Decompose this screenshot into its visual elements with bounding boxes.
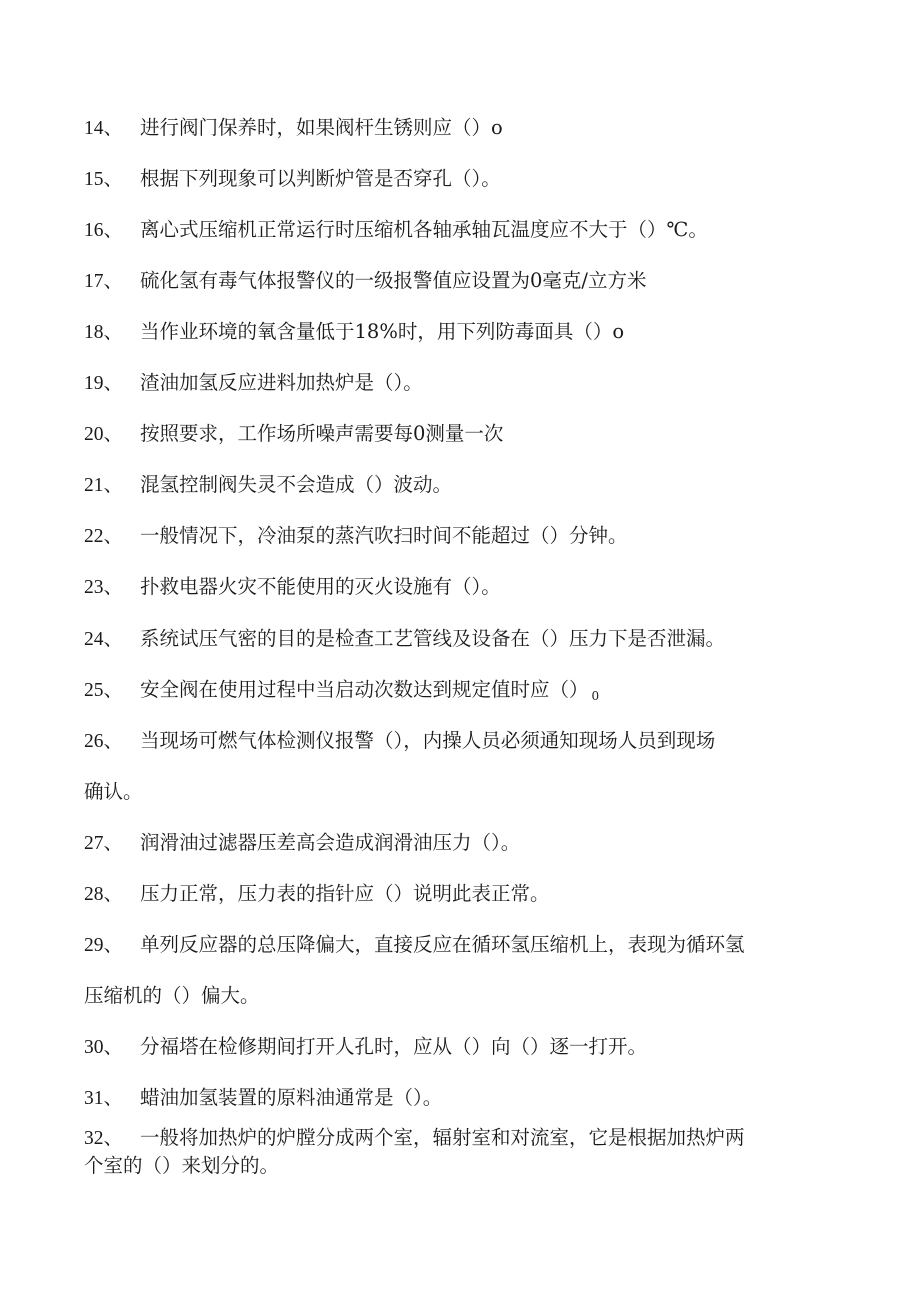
question-text: 当作业环境的氧含量低于18%时，用下列防毒面具（）o [140,320,625,343]
question-text: 一般情况下，冷油泵的蒸汽吹扫时间不能超过（）分钟。 [140,524,628,547]
question-28 [84,868,814,920]
question-31 [84,1072,814,1124]
question-19 [84,357,814,409]
question-26-continuation: 确认。 [84,780,143,803]
question-number: 17、 [84,271,124,292]
question-14 [84,102,814,154]
question-24 [84,613,814,665]
question-text: 扑救电器火灾不能使用的灭火设施有（）。 [140,575,501,598]
question-16 [84,204,814,256]
question-17 [84,255,814,307]
question-text: 蜡油加氢装置的原料油通常是（）。 [140,1086,443,1109]
question-text: 安全阀在使用过程中当启动次数达到规定值时应（） [140,678,589,701]
question-29 [84,919,814,971]
question-22 [84,510,814,562]
question-21 [84,459,814,511]
question-number: 31、 [84,1088,124,1109]
question-25 [84,664,814,722]
question-number: 16、 [84,220,124,241]
question-text: 系统试压气密的目的是检查工艺管线及设备在（）压力下是否泄漏。 [140,627,726,650]
question-text: 分福塔在检修期间打开人孔时，应从（）向（）逐一打开。 [140,1035,648,1058]
question-18 [84,306,814,358]
question-number: 18、 [84,322,124,343]
question-text: 根据下列现象可以判断炉管是否穿孔（）。 [140,167,501,190]
question-20 [84,408,814,460]
question-number: 19、 [84,373,124,394]
question-number: 20、 [84,424,124,445]
question-32-continuation: 个室的（）来划分的。 [84,1154,280,1177]
question-text: 按照要求，工作场所噪声需要每0测量一次 [140,422,504,445]
question-27 [84,817,814,869]
question-suffix: 0 [591,689,600,703]
question-text: 压力正常，压力表的指针应（）说明此表正常。 [140,882,550,905]
question-text: 混氢控制阀失灵不会造成（）波动。 [140,473,453,496]
question-number: 15、 [84,169,124,190]
question-15 [84,153,814,205]
question-number: 22、 [84,526,124,547]
question-number: 30、 [84,1037,124,1058]
question-number: 29、 [84,935,124,956]
question-text: 离心式压缩机正常运行时压缩机各轴承轴瓦温度应不大于（）℃。 [140,218,708,241]
question-number: 23、 [84,577,124,598]
question-text: 当现场可燃气体检测仪报警（），内操人员必须通知现场人员到现场 [140,729,716,752]
question-text: 单列反应器的总压降偏大，直接反应在循环氢压缩机上，表现为循环氢 [140,933,745,956]
question-number: 26、 [84,731,124,752]
question-number: 24、 [84,629,124,650]
question-text: 硫化氢有毒气体报警仪的一级报警值应设置为0毫克/立方米 [140,269,647,292]
question-number: 28、 [84,884,124,905]
question-text: 润滑油过滤器压差高会造成润滑油压力（）。 [140,831,521,854]
question-text: 进行阀门保养时，如果阀杆生锈则应（）o [140,116,503,139]
question-23 [84,561,814,613]
question-number: 32、 [84,1128,124,1149]
question-32 [84,1124,814,1153]
question-number: 25、 [84,680,124,701]
question-29-continuation: 压缩机的（）偏大。 [84,984,260,1007]
question-text: 一般将加热炉的炉膛分成两个室，辐射室和对流室，它是根据加热炉两 [140,1126,745,1149]
question-text: 渣油加氢反应进料加热炉是（）。 [140,371,423,394]
question-30 [84,1021,814,1073]
question-26 [84,715,814,767]
question-number: 21、 [84,475,124,496]
question-number: 14、 [84,118,124,139]
question-number: 27、 [84,833,124,854]
